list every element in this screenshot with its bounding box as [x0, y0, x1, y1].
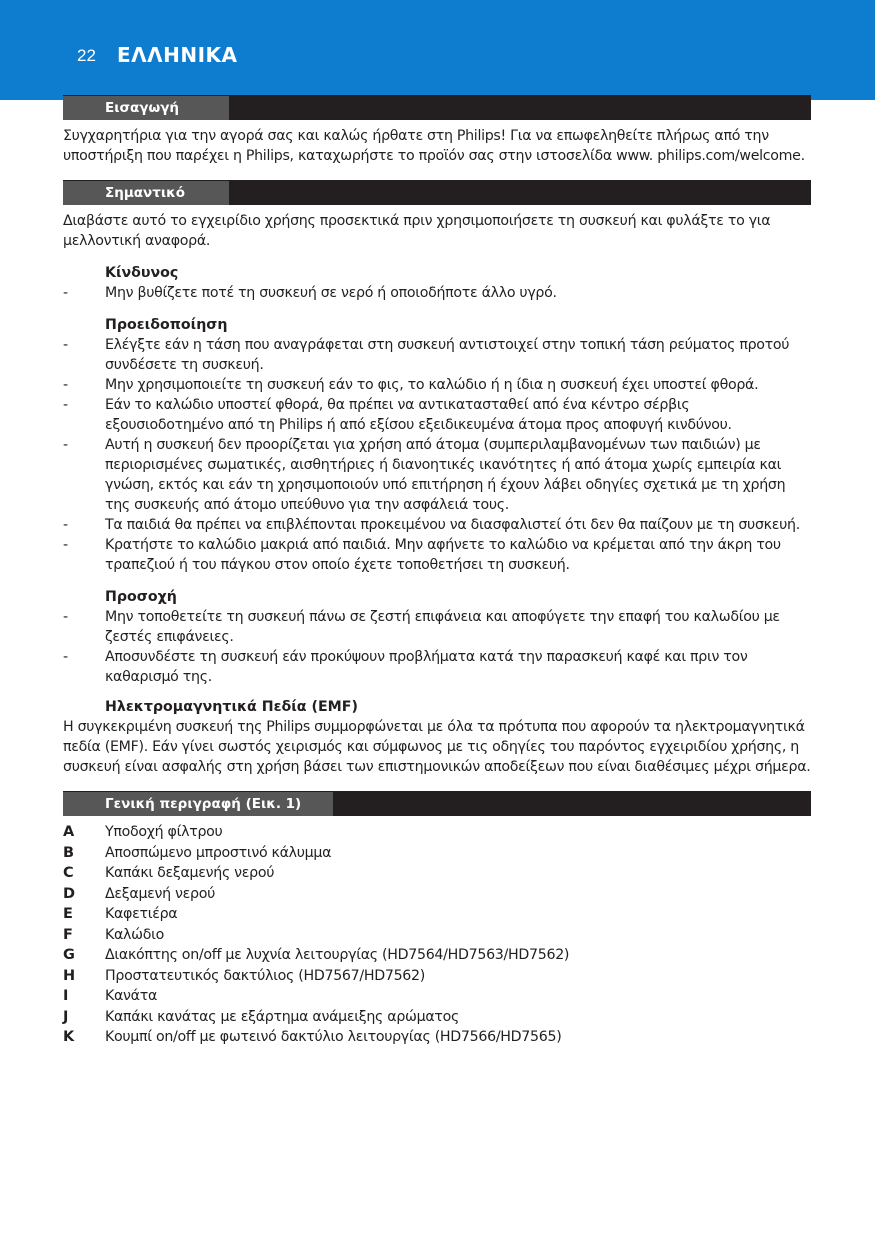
part-text: Αποσπώμενο μπροστινό κάλυμμα [105, 844, 332, 861]
part-letter: A [63, 824, 74, 840]
part-text: Δεξαμενή νερού [105, 885, 216, 902]
list-item: - Τα παιδιά θα πρέπει να επιβλέπονται προκειμένου να διασφαλιστεί ότι δεν θα παίζουν με τη συσκευή. [63, 515, 811, 535]
list-item: - Αυτή η συσκευή δεν προορίζεται για χρήση από άτομα (συμπεριλαμβανομένων των παιδιών) με περιορισμένες σωματικές, αισθητήριες ή διανοητικές ικανότητες ή από άτομα χωρίς εμπειρία και γνώση, εκτός και εάν τη χρησιμοποιούν υπό επιτήρηση ή έχουν λάβει οδηγίες σχετικά με τη χρήση της συσκευής από άτομο υπεύθυνο για την ασφάλειά τους. [63, 435, 811, 515]
caution-heading: Προσοχή [105, 589, 177, 605]
section-title-important: Σημαντικό [63, 181, 229, 205]
warning-heading: Προειδοποίηση [105, 317, 228, 333]
section-title-general: Γενική περιγραφή (Εικ. 1) [63, 792, 333, 816]
section-title-intro: Εισαγωγή [63, 96, 229, 120]
language-title: ΕΛΛΗΝΙΚΑ [117, 43, 238, 67]
part-text: Κανάτα [105, 988, 158, 1004]
part-text: Καπάκι δεξαμενής νερού [105, 865, 275, 881]
list-item: - Αποσυνδέστε τη συσκευή εάν προκύψουν προβλήματα κατά την παρασκευή καφέ και πριν τον καθαρισμό της. [63, 647, 811, 687]
part-letter: F [63, 926, 73, 943]
part-letter: J [63, 1008, 69, 1025]
page-number: 22 [77, 46, 96, 65]
part-text: Καπάκι κανάτας με εξάρτημα ανάμειξης αρώματος [105, 1008, 460, 1025]
list-item [63, 904, 811, 925]
part-text: Κουμπί on/off με φωτεινό δακτύλιο λειτουργίας (HD7566/HD7565) [105, 1029, 562, 1045]
list-item: - Εάν το καλώδιο υποστεί φθορά, θα πρέπει να αντικατασταθεί από ένα κέντρο σέρβις εξουσιοδοτημένο από τη Philips ή από εξίσου εξειδικευμένα άτομα προς αποφυγή κινδύνου. [63, 395, 811, 435]
list-item [63, 863, 811, 884]
section-header-intro [63, 95, 811, 120]
list-item: - Μην τοποθετείτε τη συσκευή πάνω σε ζεστή επιφάνεια και αποφύγετε την επαφή του καλωδίου με ζεστές επιφάνειες. [63, 607, 811, 647]
page-header-bar [0, 0, 875, 100]
part-letter: E [63, 906, 73, 922]
list-item [63, 884, 811, 905]
list-item: - Κρατήστε το καλώδιο μακριά από παιδιά. Μην αφήνετε το καλώδιο να κρέμεται από την άκρη του τραπεζιού ή του πάγκου στον οποίο έχετε τοποθετήσει τη συσκευή. [63, 535, 811, 575]
list-item [63, 1007, 811, 1028]
danger-heading: Κίνδυνος [105, 265, 179, 281]
list-item [63, 966, 811, 987]
caution-list [63, 607, 811, 687]
list-item [63, 925, 811, 946]
intro-text: Συγχαρητήρια για την αγορά σας και καλώς ήρθατε στη Philips! Για να επωφεληθείτε πλήρως από την υποστήριξη που παρέχει η Philips, καταχωρήστε το προϊόν σας στην ιστοσελίδα www. philips.com/welcome. [63, 128, 805, 164]
part-text: Υποδοχή φίλτρου [105, 824, 223, 840]
part-letter: D [63, 885, 75, 902]
list-item [63, 822, 811, 843]
list-item: - Μην χρησιμοποιείτε τη συσκευή εάν το φις, το καλώδιο ή η ίδια η συσκευή έχει υποστεί φθορά. [63, 375, 811, 395]
part-letter: B [63, 844, 74, 861]
list-item [63, 1027, 811, 1048]
part-letter: I [63, 988, 69, 1004]
part-letter: C [63, 865, 74, 881]
important-text: Διαβάστε αυτό το εγχειρίδιο χρήσης προσεκτικά πριν χρησιμοποιήσετε τη συσκευή και φυλάξτε το για μελλοντική αναφορά. [63, 213, 771, 249]
list-item [63, 986, 811, 1007]
part-text: Καλώδιο [105, 926, 164, 943]
page-content [63, 95, 811, 1048]
danger-list [63, 283, 811, 303]
part-letter: G [63, 947, 75, 963]
warning-list [63, 335, 811, 575]
list-item: - Μην βυθίζετε ποτέ τη συσκευή σε νερό ή οποιοδήποτε άλλο υγρό. [63, 283, 811, 303]
part-letter: H [63, 967, 75, 984]
list-item [63, 843, 811, 864]
part-letter: K [63, 1029, 74, 1045]
emf-text: Η συγκεκριμένη συσκευή της Philips συμμορφώνεται με όλα τα πρότυπα που αφορούν τα ηλεκτρομαγνητικά πεδία (EMF). Εάν γίνει σωστός χειρισμός και σύμφωνος με τις οδηγίες του παρόντος εγχειριδίου χρήσης, η συσκευή είναι ασφαλής στη χρήση βάσει των επιστημονικών αποδείξεων που είναι διαθέσιμες μέχρι σήμερα. [63, 719, 811, 775]
list-item: - Ελέγξτε εάν η τάση που αναγράφεται στη συσκευή αντιστοιχεί στην τοπική τάση ρεύματος προτού συνδέσετε τη συσκευή. [63, 335, 811, 375]
emf-heading: Ηλεκτρομαγνητικά Πεδία (EMF) [105, 699, 358, 715]
parts-list [63, 822, 811, 1048]
part-text: Προστατευτικός δακτύλιος (HD7567/HD7562) [105, 967, 425, 984]
part-text: Διακόπτης on/off με λυχνία λειτουργίας (HD7564/HD7563/HD7562) [105, 947, 570, 963]
section-header-important [63, 180, 811, 205]
list-item [63, 945, 811, 966]
section-header-general [63, 791, 811, 816]
part-text: Καφετιέρα [105, 906, 178, 922]
